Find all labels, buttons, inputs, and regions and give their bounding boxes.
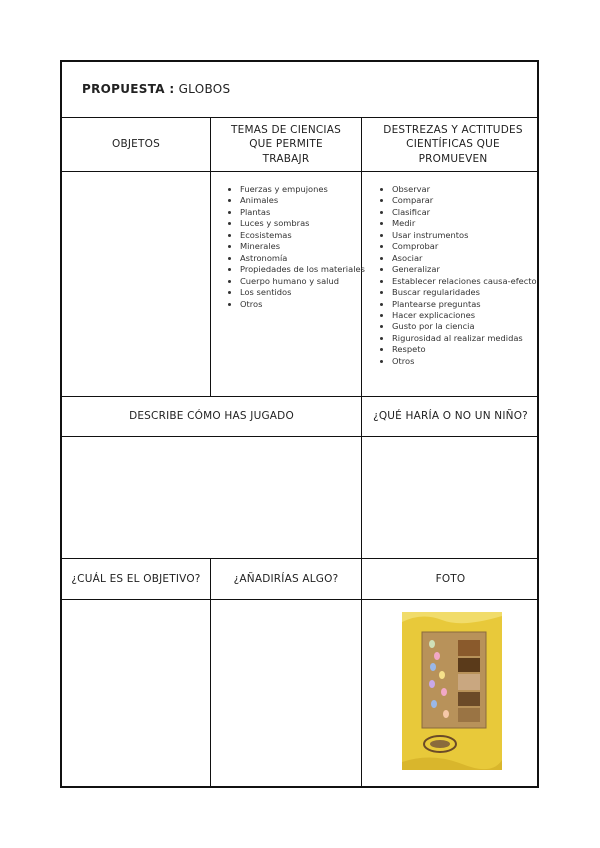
skill-item: • Buscar regularidades	[392, 287, 542, 298]
skill-item: • Gusto por la ciencia	[392, 321, 542, 332]
topic-item: • Cuerpo humano y salud	[240, 276, 370, 287]
proposal-title	[82, 82, 230, 96]
header-topics: TEMAS DE CIENCIAS QUE PERMITE TRABAJR	[231, 124, 341, 165]
topic-item: • Los sentidos	[240, 287, 370, 298]
topic-item: • Minerales	[240, 241, 370, 252]
proposal-table	[60, 60, 539, 788]
skill-item: • Asociar	[392, 253, 542, 264]
skill-item: • Hacer explicaciones	[392, 310, 542, 321]
topic-item: • Astronomía	[240, 253, 370, 264]
skill-item: • Usar instrumentos	[392, 230, 542, 241]
skill-item: • Medir	[392, 218, 542, 229]
skill-item: • Plantearse preguntas	[392, 299, 542, 310]
topic-item: • Fuerzas y empujones	[240, 184, 370, 195]
row-divider	[62, 599, 537, 600]
row-divider	[62, 171, 537, 172]
topic-item: • Animales	[240, 195, 370, 206]
header-add: ¿AÑADIRÍAS ALGO?	[233, 572, 339, 585]
skill-item: • Comprobar	[392, 241, 542, 252]
header-objective: ¿CUÁL ES EL OBJETIVO?	[71, 572, 201, 585]
header-photo: FOTO	[435, 572, 466, 585]
skill-item: • Otros	[392, 356, 542, 367]
topic-item: • Otros	[240, 299, 370, 310]
topic-item: • Luces y sombras	[240, 218, 370, 229]
header-skills: DESTREZAS Y ACTITUDES CIENTÍFICAS QUE PROMUEVEN	[383, 124, 523, 165]
skill-item: • Establecer relaciones causa-efecto	[392, 276, 542, 287]
col-divider	[210, 117, 211, 396]
proposal-value: GLOBOS	[178, 82, 231, 96]
header-describe: DESCRIBE CÓMO HAS JUGADO	[129, 410, 294, 423]
skill-item: • Observar	[392, 184, 542, 195]
topic-item: • Propiedades de los materiales	[240, 264, 370, 275]
header-objects: OBJETOS	[112, 138, 160, 151]
skills-list	[374, 184, 542, 367]
activity-photo	[402, 612, 502, 770]
topic-item: • Ecosistemas	[240, 230, 370, 241]
topic-item: • Plantas	[240, 207, 370, 218]
row-divider	[62, 436, 537, 437]
skill-item: • Comparar	[392, 195, 542, 206]
header-child: ¿QUÉ HARÍA O NO UN NIÑO?	[373, 410, 528, 423]
skill-item: • Generalizar	[392, 264, 542, 275]
skill-item: • Respeto	[392, 344, 542, 355]
proposal-label: PROPUESTA :	[82, 82, 175, 96]
topics-list	[222, 184, 370, 310]
skill-item: • Clasificar	[392, 207, 542, 218]
skill-item: • Rigurosidad al realizar medidas	[392, 333, 542, 344]
